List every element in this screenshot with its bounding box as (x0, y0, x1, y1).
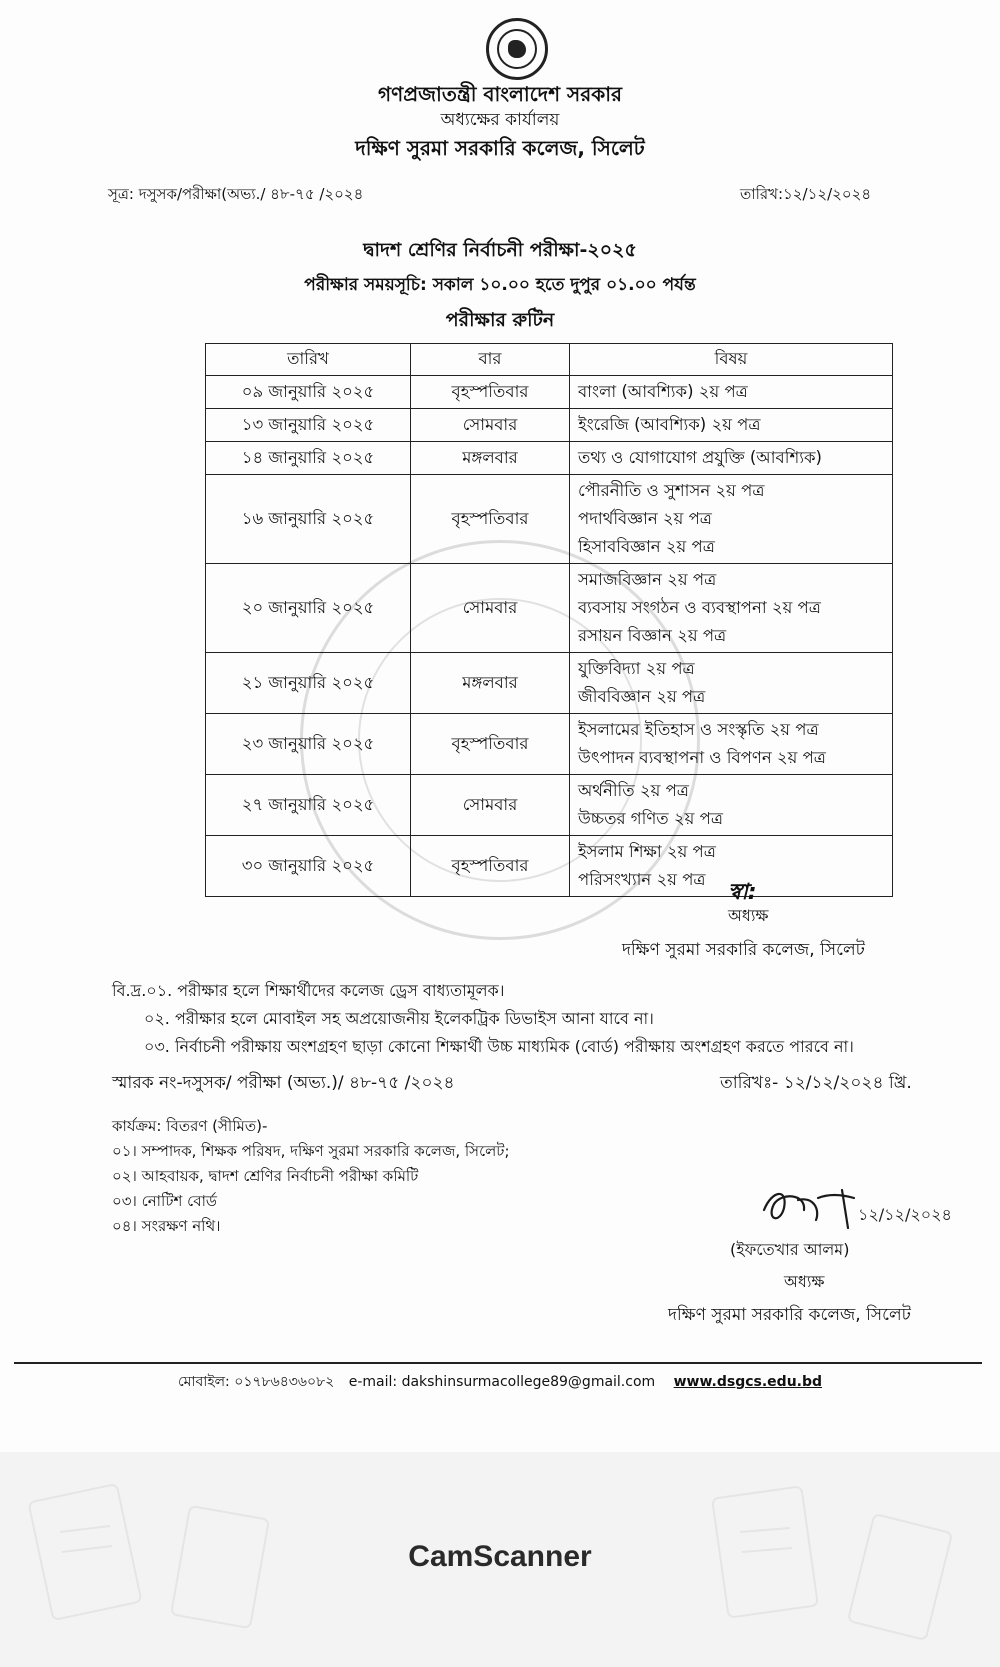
subject-line: অর্থনীতি ২য় পত্র (578, 781, 689, 800)
principal-signature-mark: স্বা: (728, 880, 757, 905)
table-row (206, 475, 893, 564)
cell-day: বৃহস্পতিবার (411, 376, 570, 409)
cell-day: বৃহস্পতিবার (411, 475, 570, 564)
table-row (206, 376, 893, 409)
cell-subjects (570, 775, 893, 836)
subject-line: রসায়ন বিজ্ঞান ২য় পত্র (578, 626, 727, 645)
distribution-heading: কার্যক্রম: বিতরণ (সীমিত)- (112, 1117, 268, 1135)
subject-line: জীববিজ্ঞান ২য় পত্র (578, 687, 706, 706)
office-name: অধ্যক্ষের কার্যালয় (440, 110, 560, 130)
signatory-name: (ইফতেখার আলম) (730, 1240, 850, 1259)
table-row (206, 775, 893, 836)
subject-line: তথ্য ও যোগাযোগ প্রযুক্তি (আবশ্যিক) (578, 448, 822, 467)
cell-subjects (570, 475, 893, 564)
handwritten-date: ১২/১২/২০২৪ (858, 1205, 952, 1224)
subject-line: বাংলা (আবশ্যিক) ২য় পত্র (578, 382, 748, 401)
cell-date: ২৭ জানুয়ারি ২০২৫ (206, 775, 411, 836)
memo-number: স্মারক নং-দসুসক/ পরীক্ষা (অভ্য.)/ ৪৮-৭৫ /২০২৪ (112, 1073, 455, 1093)
list-item: ০১। সম্পাদক, শিক্ষক পরিষদ, দক্ষিণ সুরমা সরকারি কলেজ, সিলেট; (112, 1142, 510, 1160)
cell-day: সোমবার (411, 775, 570, 836)
cell-date: ০৯ জানুয়ারি ২০২৫ (206, 376, 411, 409)
cell-subjects (570, 564, 893, 653)
principal-title: অধ্যক্ষ (728, 906, 769, 925)
signatory-college: দক্ষিণ সুরমা সরকারি কলেজ, সিলেট (668, 1305, 911, 1325)
note-item: ০২. পরীক্ষার হলে মোবাইল সহ অপ্রয়োজনীয় ইলেকট্রিক ডিভাইস আনা যাবে না। (144, 1009, 654, 1028)
routine-title: পরীক্ষার রুটিন (445, 309, 555, 331)
table-row (206, 442, 893, 475)
table-header-row (206, 344, 893, 376)
handwritten-signature-icon (758, 1180, 952, 1236)
table-row (206, 653, 893, 714)
column-header-date: তারিখ (206, 344, 411, 376)
note-item: বি.দ্র.০১. পরীক্ষার হলে শিক্ষার্থীদের কলেজ ড্রেস বাধ্যতামূলক। (112, 981, 505, 1000)
footer-contact (0, 1370, 1000, 1394)
government-emblem-icon (486, 18, 548, 80)
cell-day: বৃহস্পতিবার (411, 836, 570, 897)
subject-line: পদার্থবিজ্ঞান ২য় পত্র (578, 509, 712, 528)
cell-date: ২৩ জানুয়ারি ২০২৫ (206, 714, 411, 775)
subject-line: ইসলামের ইতিহাস ও সংস্কৃতি ২য় পত্র (578, 720, 819, 739)
cell-subjects (570, 409, 893, 442)
cell-date: ১৬ জানুয়ারি ২০২৫ (206, 475, 411, 564)
principal-college: দক্ষিণ সুরমা সরকারি কলেজ, সিলেট (622, 940, 865, 960)
list-item: ০৪। সংরক্ষণ নথি। (112, 1217, 221, 1235)
exam-title: দ্বাদশ শ্রেণির নির্বাচনী পরীক্ষা-২০২৫ (363, 239, 637, 261)
column-header-day: বার (411, 344, 570, 376)
exam-routine-table (205, 343, 893, 897)
cell-subjects (570, 714, 893, 775)
cell-date: ২০ জানুয়ারি ২০২৫ (206, 564, 411, 653)
subject-line: ইংরেজি (আবশ্যিক) ২য় পত্র (578, 415, 761, 434)
table-row (206, 836, 893, 897)
list-item: ০২। আহবায়ক, দ্বাদশ শ্রেণির নির্বাচনী পরীক্ষা কমিটি (112, 1167, 419, 1185)
note-item: ০৩. নির্বাচনী পরীক্ষায় অংশগ্রহণ ছাড়া কোনো শিক্ষার্থী উচ্চ মাধ্যমিক (বোর্ড) পরীক্ষায় অংশগ্রহণ করতে পারবে না। (144, 1037, 854, 1056)
cell-day: সোমবার (411, 564, 570, 653)
table-row (206, 564, 893, 653)
cell-subjects (570, 653, 893, 714)
subject-line: হিসাববিজ্ঞান ২য় পত্র (578, 537, 715, 556)
signatory-title: অধ্যক্ষ (784, 1272, 825, 1291)
table-row (206, 714, 893, 775)
camscanner-watermark-area (0, 1452, 1000, 1667)
cell-date: ১৩ জানুয়ারি ২০২৫ (206, 409, 411, 442)
government-name: গণপ্রজাতন্ত্রী বাংলাদেশ সরকার (378, 82, 622, 106)
camscanner-label: CamScanner (408, 1540, 592, 1573)
subject-line: সমাজবিজ্ঞান ২য় পত্র (578, 570, 717, 589)
subject-line: পৌরনীতি ও সুশাসন ২য় পত্র (578, 481, 765, 500)
cell-date: ৩০ জানুয়ারি ২০২৫ (206, 836, 411, 897)
subject-line: উৎপাদন ব্যবস্থাপনা ও বিপণন ২য় পত্র (578, 748, 826, 767)
subject-line: উচ্চতর গণিত ২য় পত্র (578, 809, 723, 828)
cell-date: ১৪ জানুয়ারি ২০২৫ (206, 442, 411, 475)
subject-line: পরিসংখ্যান ২য় পত্র (578, 870, 706, 889)
subject-line: ইসলাম শিক্ষা ২য় পত্র (578, 842, 716, 861)
footer-divider (14, 1362, 982, 1364)
subject-line: ব্যবসায় সংগঠন ও ব্যবস্থাপনা ২য় পত্র (578, 598, 821, 617)
footer-email: e-mail: dakshinsurmacollege89@gmail.com (348, 1374, 656, 1390)
footer-mobile: মোবাইল: ০১৭৮৬৪৩৬০৮২ (177, 1374, 335, 1390)
table-row (206, 409, 893, 442)
memo-date: তারিখঃ- ১২/১২/২০২৪ খ্রি. (720, 1073, 912, 1093)
cell-subjects (570, 376, 893, 409)
cell-day: বৃহস্পতিবার (411, 714, 570, 775)
column-header-subject: বিষয় (570, 344, 893, 376)
cell-date: ২১ জানুয়ারি ২০২৫ (206, 653, 411, 714)
list-item: ০৩। নোটিশ বোর্ড (112, 1192, 217, 1210)
subject-line: যুক্তিবিদ্যা ২য় পত্র (578, 659, 695, 678)
college-name: দক্ষিণ সুরমা সরকারি কলেজ, সিলেট (355, 136, 645, 160)
cell-day: সোমবার (411, 409, 570, 442)
cell-subjects (570, 442, 893, 475)
cell-day: মঙ্গলবার (411, 653, 570, 714)
exam-time: পরীক্ষার সময়সূচি: সকাল ১০.০০ হতে দুপুর ০১.০০ পর্যন্ত (304, 275, 696, 295)
cell-day: মঙ্গলবার (411, 442, 570, 475)
reference-number: সূত্র: দসুসক/পরীক্ষা(অভ্য./ ৪৮-৭৫ /২০২৪ (108, 185, 364, 203)
footer-website-link[interactable]: www.dsgcs.edu.bd (673, 1374, 823, 1390)
notes-section (112, 977, 854, 1061)
distribution-list (112, 1114, 510, 1239)
reference-date: তারিখ:১২/১২/২০২৪ (740, 185, 872, 203)
